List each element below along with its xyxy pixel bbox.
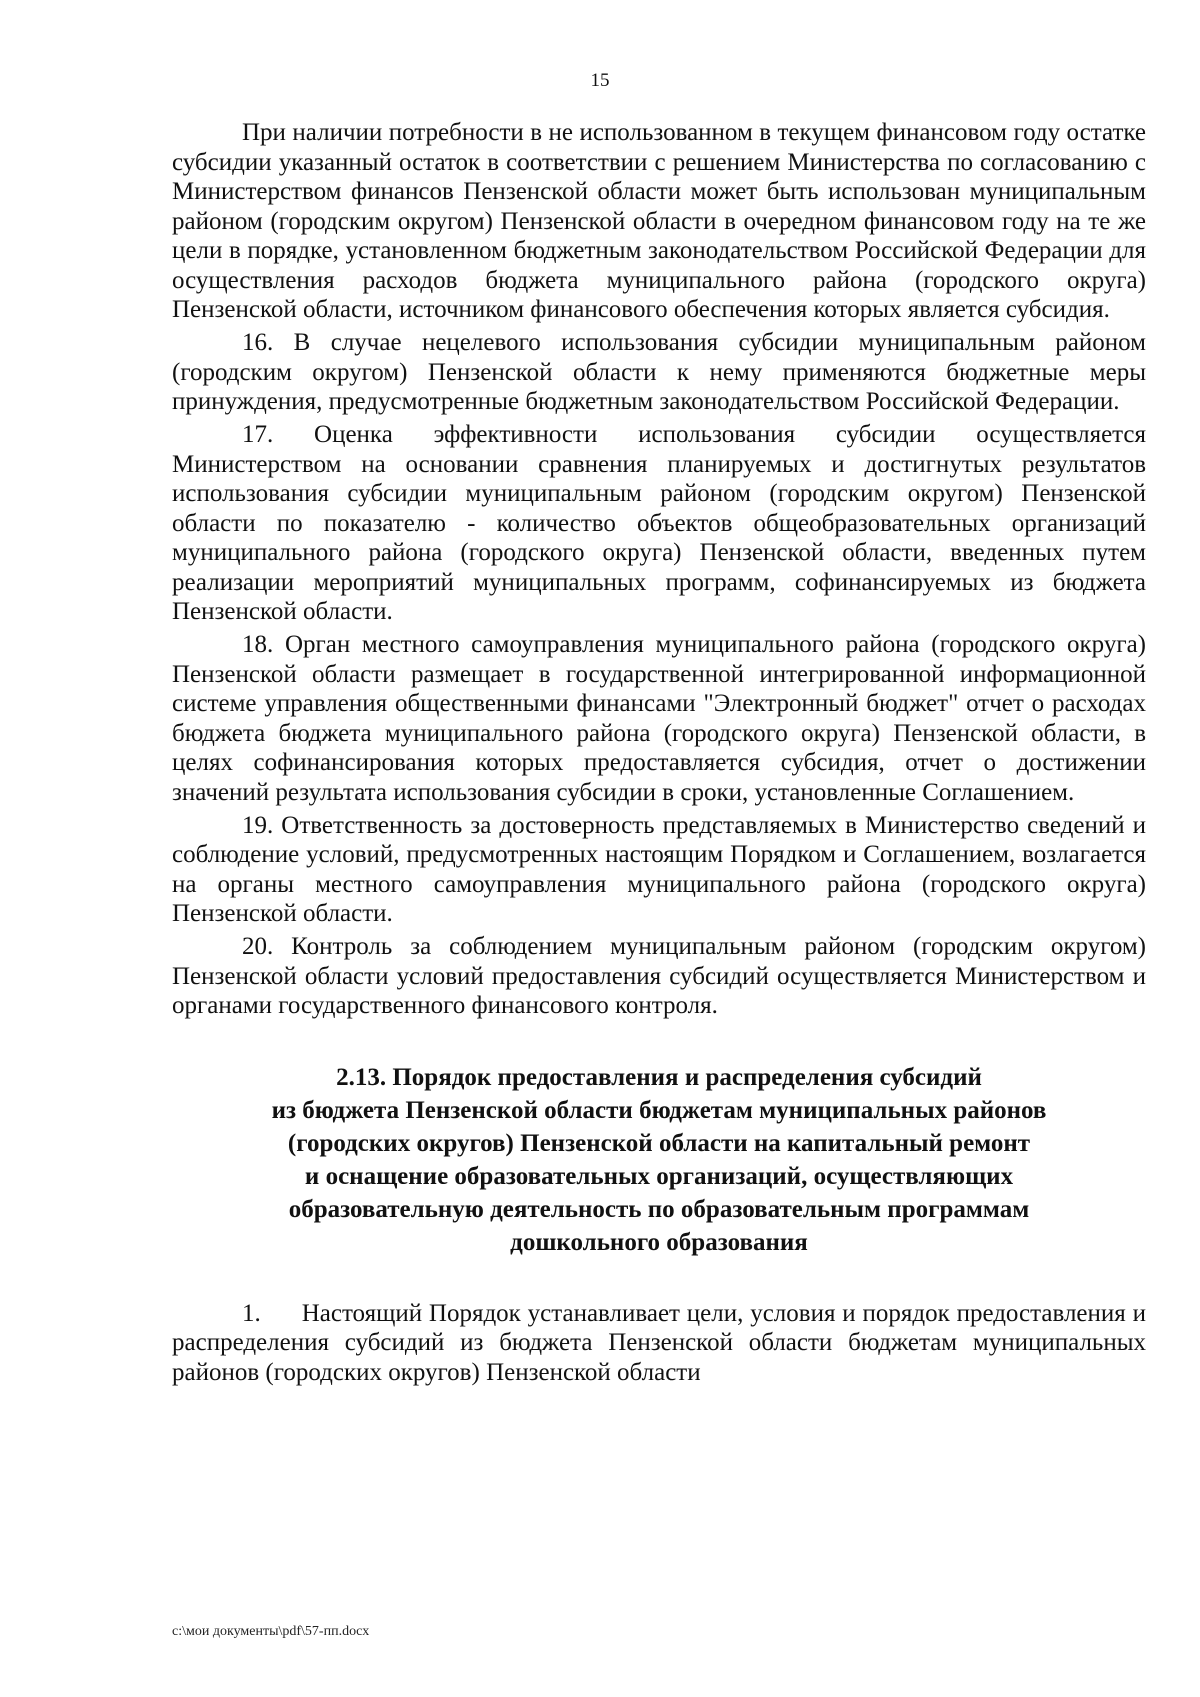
paragraph-16: 16. В случае нецелевого использования субсидии муниципальным районом (городским округом) Пензенской области к нему применяются бюджетные меры принуждения, предусмотренные бюджетным законодательством Российской Федерации. (172, 329, 1146, 415)
section-heading-line: и оснащение образовательных организаций, осуществляющих (304, 1162, 1014, 1190)
page-number: 15 (590, 70, 610, 91)
paragraph-17: 17. Оценка эффективности использования субсидии осуществляется Министерством на основании сравнения планируемых и достигнутых результатов использования субсидии муниципальным районом (городским округом) Пензенской области по показателю - количество объектов общеобразовательных организаций муниципального района (городского округа) Пензенской области, введенных путем реализации мероприятий муниципальных программ, софинансируемых из бюджета Пензенской области. (172, 421, 1146, 625)
paragraph-19: 19. Ответственность за достоверность представляемых в Министерство сведений и соблюдение условий, предусмотренных настоящим Порядком и Соглашением, возлагается на органы местного самоуправления муниципального района (городского округа) Пензенской области. (172, 811, 1146, 927)
section-heading-line: из бюджета Пензенской области бюджетам муниципальных районов (271, 1096, 1047, 1124)
paragraph-unused-subsidy-balance: При наличии потребности в не использованном в текущем финансовом году остатке субсидии указанный остаток в соответствии с решением Министерства по согласованию с Министерством финансов Пензенской области может быть использован муниципальным районом (городским округом) Пензенской области в очередном финансовом году на те же цели в порядке, установленном бюджетным законодательством Российской Федерации для осуществления расходов бюджета муниципального района (городского округа) Пензенской области, источником финансового обеспечения которых является субсидия. (172, 119, 1146, 323)
section-heading-line: образовательную деятельность по образовательным программам (288, 1195, 1030, 1223)
section-heading-line: дошкольного образования (510, 1228, 808, 1256)
section-heading-line: (городских округов) Пензенской области на капитальный ремонт (287, 1129, 1031, 1157)
document-body (172, 118, 1153, 1391)
footer-file-path: c:\мои документы\pdf\57-пп.docx (172, 1624, 370, 1639)
section-heading-line: 2.13. Порядок предоставления и распределения субсидий (336, 1063, 982, 1091)
section-heading-2-13 (172, 1061, 1146, 1259)
paragraph-18: 18. Орган местного самоуправления муниципального района (городского округа) Пензенской области размещает в государственной интегрированной информационной системе управления общественными финансами "Электронный бюджет" отчет о расходах бюджета бюджета муниципального района (городского округа) Пензенской области, в целях софинансирования которых предоставляется субсидия, отчет о достижении значений результата использования субсидии в сроки, установленные Соглашением. (172, 631, 1146, 806)
paragraph-1: 1. Настоящий Порядок устанавливает цели, условия и порядок предоставления и распределения субсидий из бюджета Пензенской области бюджетам муниципальных районов (городских округов) Пензенской области (172, 1299, 1153, 1386)
paragraph-20: 20. Контроль за соблюдением муниципальным районом (городским округом) Пензенской области условий предоставления субсидий осуществляется Министерством и органами государственного финансового контроля. (172, 933, 1146, 1019)
